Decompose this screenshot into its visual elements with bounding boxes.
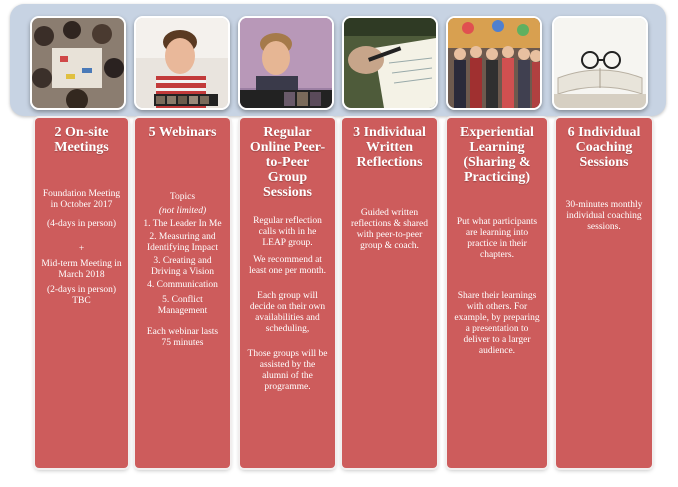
column-webinars (135, 118, 230, 468)
webinar-participant-photo (134, 16, 230, 110)
writing-notebook-photo (342, 16, 438, 110)
column-text: Regular reflection calls with in he LEAP group. (253, 216, 322, 248)
column-peer-sessions (240, 118, 335, 468)
column-text: (4-days in person) (46, 219, 117, 229)
topic-item: 5. Conflict Management (157, 295, 208, 316)
column-experiential-learning (447, 118, 547, 468)
column-written-reflections (342, 118, 437, 468)
column-text: (2-days in person) TBC (46, 285, 117, 306)
column-coaching-sessions (556, 118, 652, 468)
column-text: + (78, 244, 85, 254)
column-text: Guided written reflections & shared with peer-to-peer group & coach. (350, 208, 429, 251)
column-title: Experiential Learning (Sharing & Practicing) (460, 125, 534, 185)
column-text: Mid-term Meeting in March 2018 (41, 259, 122, 280)
topic-item: 1. The Leader In Me (143, 219, 222, 229)
column-text: Put what participants are learning into practice in their chapters. (456, 217, 538, 260)
column-text: Foundation Meeting in October 2017 (42, 189, 121, 210)
column-text: Share their learnings with others. For example, by preparing a presentation to deliver to a larger audience. (454, 291, 540, 356)
column-title: 2 On-site Meetings (54, 125, 109, 155)
column-text: Those groups will be assisted by the alumni of the programme. (247, 349, 328, 392)
column-text: Each webinar lasts 75 minutes (146, 327, 219, 348)
column-title: 6 Individual Coaching Sessions (567, 125, 641, 170)
column-text: 30-minutes monthly individual coaching sessions. (565, 200, 643, 232)
column-title: Regular Online Peer-to-Peer Group Sessions (249, 125, 326, 200)
topic-item: 2. Measuring and Identifying Impact (147, 232, 218, 253)
team-group-photo (446, 16, 542, 110)
column-text: We recommend at least one per month. (248, 255, 327, 276)
video-call-photo (238, 16, 334, 110)
column-text: Each group will decide on their own availabilities and scheduling, (249, 291, 326, 334)
topic-item: 3. Creating and Driving a Vision (150, 256, 215, 277)
column-title: 5 Webinars (148, 125, 217, 140)
book-and-glasses-photo (552, 16, 648, 110)
column-onsite-meetings (35, 118, 128, 468)
topics-note: (not limited) (158, 206, 207, 216)
topic-item: 4. Communication (147, 280, 218, 290)
topics-label: Topics (169, 192, 196, 202)
column-title: 3 Individual Written Reflections (353, 125, 426, 170)
group-workshop-photo (30, 16, 126, 110)
